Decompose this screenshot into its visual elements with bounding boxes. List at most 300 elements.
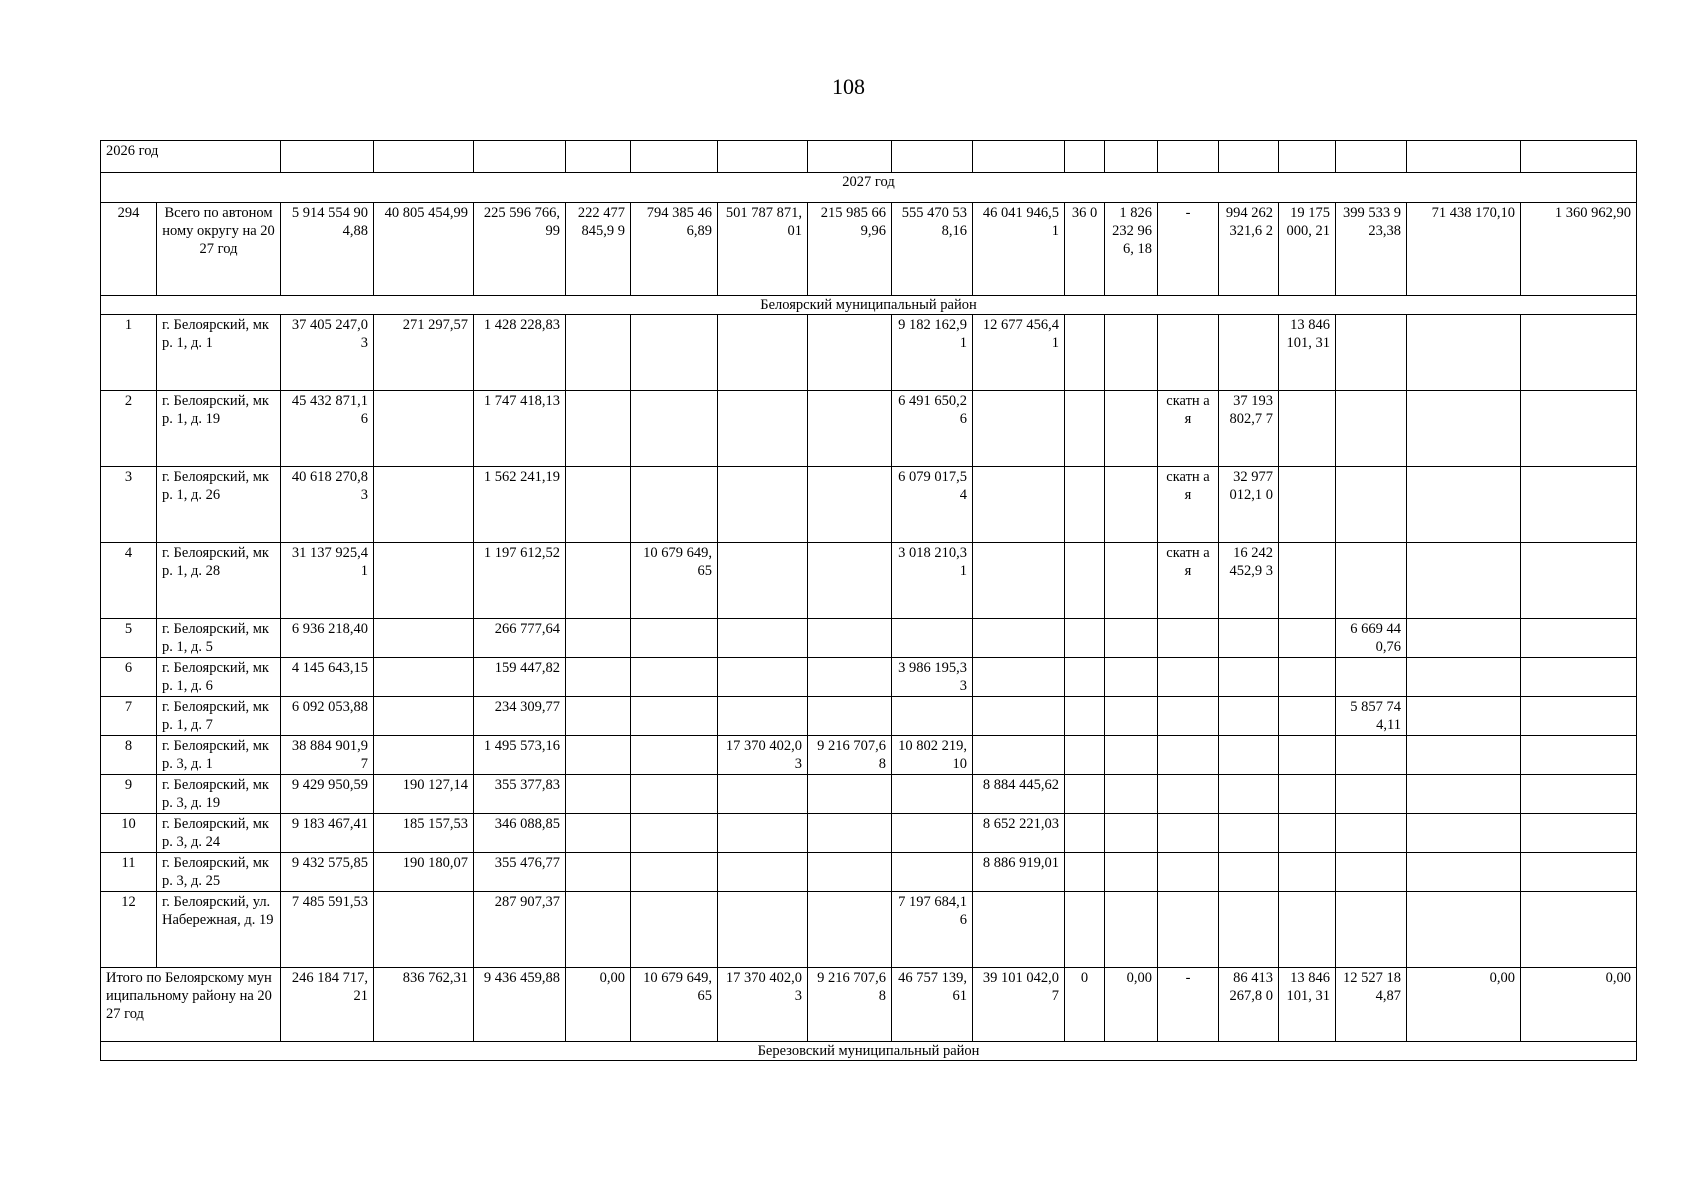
value-cell: 355 377,83 <box>474 775 566 814</box>
value-cell <box>566 775 631 814</box>
value-cell <box>1105 853 1158 892</box>
value-cell: 1 428 228,83 <box>474 315 566 391</box>
row-number: 7 <box>101 697 157 736</box>
value-cell <box>374 736 474 775</box>
row-address: г. Белоярский, мкр. 1, д. 19 <box>157 391 281 467</box>
value-cell <box>1279 697 1336 736</box>
value-cell <box>1279 658 1336 697</box>
empty-cell <box>718 141 808 173</box>
value-cell <box>973 892 1065 968</box>
value-cell: 13 846 101, 31 <box>1279 315 1336 391</box>
row-address: г. Белоярский, мкр. 3, д. 24 <box>157 814 281 853</box>
value-cell <box>1279 736 1336 775</box>
value-cell <box>1065 619 1105 658</box>
value-cell: 0,00 <box>1407 968 1521 1042</box>
value-cell: 37 405 247,03 <box>281 315 374 391</box>
value-cell: 355 476,77 <box>474 853 566 892</box>
value-cell <box>973 658 1065 697</box>
value-cell <box>1336 892 1407 968</box>
value-cell <box>892 853 973 892</box>
value-cell: 4 145 643,15 <box>281 658 374 697</box>
value-cell <box>1219 697 1279 736</box>
value-cell <box>631 315 718 391</box>
value-cell: 6 079 017,54 <box>892 467 973 543</box>
value-cell <box>1065 391 1105 467</box>
value-cell <box>1336 853 1407 892</box>
value-cell <box>1336 736 1407 775</box>
row-address: г. Белоярский, ул. Набережная, д. 19 <box>157 892 281 968</box>
value-cell: 836 762,31 <box>374 968 474 1042</box>
value-cell: 46 041 946,51 <box>973 203 1065 296</box>
value-cell <box>1105 467 1158 543</box>
value-cell: 0,00 <box>1105 968 1158 1042</box>
value-cell: 1 360 962,90 <box>1521 203 1637 296</box>
value-cell: 31 137 925,41 <box>281 543 374 619</box>
value-cell <box>1407 892 1521 968</box>
value-cell <box>1065 697 1105 736</box>
value-cell <box>1279 467 1336 543</box>
empty-cell <box>566 141 631 173</box>
value-cell: скатн ая <box>1158 543 1219 619</box>
value-cell <box>566 892 631 968</box>
value-cell <box>1279 619 1336 658</box>
value-cell <box>808 467 892 543</box>
value-cell: 10 679 649,65 <box>631 543 718 619</box>
value-cell <box>1407 697 1521 736</box>
total-row <box>101 203 1637 296</box>
value-cell: 1 747 418,13 <box>474 391 566 467</box>
value-cell <box>374 697 474 736</box>
value-cell: 9 183 467,41 <box>281 814 374 853</box>
row-address: г. Белоярский, мкр. 3, д. 25 <box>157 853 281 892</box>
value-cell <box>1279 814 1336 853</box>
table-row <box>101 853 1637 892</box>
value-cell <box>566 543 631 619</box>
value-cell: 190 180,07 <box>374 853 474 892</box>
value-cell <box>973 736 1065 775</box>
value-cell <box>892 814 973 853</box>
table-row <box>101 775 1637 814</box>
value-cell <box>973 543 1065 619</box>
table-row <box>101 736 1637 775</box>
value-cell <box>808 697 892 736</box>
value-cell: 6 491 650,26 <box>892 391 973 467</box>
value-cell <box>566 814 631 853</box>
value-cell <box>1279 391 1336 467</box>
value-cell <box>973 619 1065 658</box>
value-cell: 6 669 440,76 <box>1336 619 1407 658</box>
value-cell <box>1279 853 1336 892</box>
table-row <box>101 658 1637 697</box>
value-cell <box>718 543 808 619</box>
value-cell: 9 216 707,68 <box>808 968 892 1042</box>
value-cell <box>1065 892 1105 968</box>
value-cell <box>1336 391 1407 467</box>
section-title: Белоярский муниципальный район <box>101 296 1637 315</box>
year-header-row <box>101 173 1637 203</box>
table-row <box>101 315 1637 391</box>
value-cell <box>808 658 892 697</box>
table-row <box>101 892 1637 968</box>
value-cell: 10 679 649,65 <box>631 968 718 1042</box>
value-cell <box>1219 892 1279 968</box>
value-cell <box>1219 814 1279 853</box>
row-address: г. Белоярский, мкр. 1, д. 26 <box>157 467 281 543</box>
value-cell <box>374 391 474 467</box>
empty-cell <box>374 141 474 173</box>
page-number: 108 <box>832 74 865 99</box>
value-cell <box>808 619 892 658</box>
value-cell <box>718 467 808 543</box>
value-cell <box>808 391 892 467</box>
value-cell <box>1219 619 1279 658</box>
carry-over-row <box>101 141 1637 173</box>
row-number: 4 <box>101 543 157 619</box>
value-cell <box>1158 814 1219 853</box>
value-cell: 45 432 871,16 <box>281 391 374 467</box>
value-cell <box>1336 543 1407 619</box>
value-cell <box>808 315 892 391</box>
value-cell: 346 088,85 <box>474 814 566 853</box>
value-cell: 86 413 267,8 0 <box>1219 968 1279 1042</box>
value-cell: 1 826 232 966, 18 <box>1105 203 1158 296</box>
value-cell <box>1065 775 1105 814</box>
value-cell <box>808 814 892 853</box>
table-row <box>101 391 1637 467</box>
value-cell <box>1336 775 1407 814</box>
value-cell <box>1279 543 1336 619</box>
table-row <box>101 814 1637 853</box>
value-cell <box>1521 391 1637 467</box>
value-cell <box>1158 775 1219 814</box>
value-cell <box>1158 892 1219 968</box>
value-cell: 234 309,77 <box>474 697 566 736</box>
value-cell: 5 857 744,11 <box>1336 697 1407 736</box>
row-number: 3 <box>101 467 157 543</box>
value-cell <box>1336 814 1407 853</box>
row-number: 12 <box>101 892 157 968</box>
value-cell: 215 985 669,96 <box>808 203 892 296</box>
value-cell <box>1065 853 1105 892</box>
value-cell <box>631 853 718 892</box>
value-cell <box>1158 697 1219 736</box>
empty-cell <box>631 141 718 173</box>
value-cell <box>1219 736 1279 775</box>
value-cell <box>1105 697 1158 736</box>
row-address: г. Белоярский, мкр. 1, д. 6 <box>157 658 281 697</box>
value-cell <box>1219 658 1279 697</box>
value-cell <box>1219 853 1279 892</box>
value-cell: 0,00 <box>566 968 631 1042</box>
value-cell <box>1407 736 1521 775</box>
value-cell <box>1521 892 1637 968</box>
value-cell: 287 907,37 <box>474 892 566 968</box>
value-cell: скатн ая <box>1158 391 1219 467</box>
value-cell: 16 242 452,9 3 <box>1219 543 1279 619</box>
value-cell: 38 884 901,97 <box>281 736 374 775</box>
subtotal-label: Итого по Белоярскому муниципальному району на 2027 год <box>101 968 281 1042</box>
value-cell <box>892 619 973 658</box>
value-cell <box>631 658 718 697</box>
value-cell: 37 193 802,7 7 <box>1219 391 1279 467</box>
value-cell <box>718 892 808 968</box>
value-cell <box>1279 892 1336 968</box>
value-cell <box>1065 814 1105 853</box>
value-cell: 1 562 241,19 <box>474 467 566 543</box>
value-cell <box>718 697 808 736</box>
value-cell <box>718 391 808 467</box>
value-cell <box>374 543 474 619</box>
value-cell <box>631 697 718 736</box>
value-cell <box>1521 658 1637 697</box>
value-cell: 36 0 <box>1065 203 1105 296</box>
value-cell <box>1158 315 1219 391</box>
row-number: 2 <box>101 391 157 467</box>
value-cell <box>808 892 892 968</box>
value-cell: 46 757 139,61 <box>892 968 973 1042</box>
value-cell <box>1158 853 1219 892</box>
value-cell <box>1521 315 1637 391</box>
value-cell: 17 370 402,03 <box>718 736 808 775</box>
value-cell <box>566 658 631 697</box>
row-number: 1 <box>101 315 157 391</box>
value-cell: 225 596 766,99 <box>474 203 566 296</box>
row-number: 5 <box>101 619 157 658</box>
value-cell: 8 884 445,62 <box>973 775 1065 814</box>
value-cell <box>1279 775 1336 814</box>
value-cell <box>1105 658 1158 697</box>
row-address: г. Белоярский, мкр. 3, д. 19 <box>157 775 281 814</box>
value-cell <box>1521 697 1637 736</box>
section-row <box>101 296 1637 315</box>
value-cell <box>566 391 631 467</box>
value-cell <box>1158 658 1219 697</box>
empty-cell <box>1407 141 1521 173</box>
value-cell: 19 175 000, 21 <box>1279 203 1336 296</box>
value-cell <box>566 467 631 543</box>
value-cell <box>808 775 892 814</box>
value-cell: 9 182 162,91 <box>892 315 973 391</box>
value-cell <box>1336 467 1407 543</box>
value-cell <box>566 697 631 736</box>
value-cell: 1 197 612,52 <box>474 543 566 619</box>
value-cell <box>1158 619 1219 658</box>
row-name: Всего по автономному округу на 2027 год <box>157 203 281 296</box>
value-cell <box>1065 467 1105 543</box>
value-cell: 0 <box>1065 968 1105 1042</box>
value-cell <box>374 892 474 968</box>
value-cell <box>718 775 808 814</box>
row-number: 11 <box>101 853 157 892</box>
value-cell <box>1521 853 1637 892</box>
value-cell <box>892 697 973 736</box>
empty-cell <box>1158 141 1219 173</box>
value-cell <box>1105 892 1158 968</box>
value-cell <box>566 736 631 775</box>
value-cell: 0,00 <box>1521 968 1637 1042</box>
value-cell <box>808 543 892 619</box>
row-address: г. Белоярский, мкр. 3, д. 1 <box>157 736 281 775</box>
value-cell: 32 977 012,1 0 <box>1219 467 1279 543</box>
value-cell <box>1105 315 1158 391</box>
value-cell <box>1407 543 1521 619</box>
empty-cell <box>1105 141 1158 173</box>
value-cell <box>1407 391 1521 467</box>
table-row <box>101 697 1637 736</box>
value-cell: 9 432 575,85 <box>281 853 374 892</box>
value-cell <box>1407 658 1521 697</box>
value-cell <box>1065 736 1105 775</box>
value-cell: 271 297,57 <box>374 315 474 391</box>
value-cell <box>631 814 718 853</box>
value-cell: 246 184 717,21 <box>281 968 374 1042</box>
value-cell: 8 886 919,01 <box>973 853 1065 892</box>
value-cell: 794 385 466,89 <box>631 203 718 296</box>
value-cell: 40 805 454,99 <box>374 203 474 296</box>
value-cell <box>1336 658 1407 697</box>
value-cell <box>1105 619 1158 658</box>
value-cell: 7 197 684,16 <box>892 892 973 968</box>
value-cell <box>1521 543 1637 619</box>
row-number: 294 <box>101 203 157 296</box>
value-cell <box>973 391 1065 467</box>
value-cell <box>631 775 718 814</box>
value-cell <box>1336 315 1407 391</box>
value-cell: 10 802 219,10 <box>892 736 973 775</box>
value-cell <box>973 467 1065 543</box>
value-cell <box>1105 543 1158 619</box>
value-cell <box>1521 619 1637 658</box>
row-address: г. Белоярский, мкр. 1, д. 28 <box>157 543 281 619</box>
value-cell: 399 533 923,38 <box>1336 203 1407 296</box>
value-cell: 9 429 950,59 <box>281 775 374 814</box>
value-cell <box>1407 814 1521 853</box>
empty-cell <box>281 141 374 173</box>
value-cell <box>631 467 718 543</box>
value-cell <box>1407 315 1521 391</box>
year-header: 2027 год <box>101 173 1637 203</box>
value-cell: 266 777,64 <box>474 619 566 658</box>
empty-cell <box>1521 141 1637 173</box>
value-cell <box>374 467 474 543</box>
empty-cell <box>474 141 566 173</box>
value-cell: 13 846 101, 31 <box>1279 968 1336 1042</box>
value-cell: 501 787 871,01 <box>718 203 808 296</box>
value-cell: 6 092 053,88 <box>281 697 374 736</box>
value-cell <box>1158 736 1219 775</box>
value-cell <box>1407 619 1521 658</box>
subtotal-row <box>101 968 1637 1042</box>
table-row <box>101 467 1637 543</box>
value-cell: 71 438 170,10 <box>1407 203 1521 296</box>
value-cell: 185 157,53 <box>374 814 474 853</box>
value-cell: - <box>1158 968 1219 1042</box>
value-cell: 17 370 402,03 <box>718 968 808 1042</box>
value-cell <box>892 775 973 814</box>
value-cell: 1 495 573,16 <box>474 736 566 775</box>
table-row <box>101 543 1637 619</box>
empty-cell <box>892 141 973 173</box>
value-cell: 3 986 195,33 <box>892 658 973 697</box>
value-cell <box>374 658 474 697</box>
value-cell: 7 485 591,53 <box>281 892 374 968</box>
value-cell <box>631 892 718 968</box>
row-number: 8 <box>101 736 157 775</box>
row-address: г. Белоярский, мкр. 1, д. 5 <box>157 619 281 658</box>
empty-cell <box>1065 141 1105 173</box>
empty-cell <box>1336 141 1407 173</box>
capital-repair-table <box>100 140 1637 1061</box>
value-cell: 39 101 042,07 <box>973 968 1065 1042</box>
value-cell <box>1521 814 1637 853</box>
value-cell <box>1407 775 1521 814</box>
section-row <box>101 1042 1637 1061</box>
value-cell <box>1065 315 1105 391</box>
value-cell <box>1219 775 1279 814</box>
row-address: г. Белоярский, мкр. 1, д. 1 <box>157 315 281 391</box>
value-cell: скатн ая <box>1158 467 1219 543</box>
value-cell: 9 216 707,68 <box>808 736 892 775</box>
section-title: Березовский муниципальный район <box>101 1042 1637 1061</box>
value-cell <box>808 853 892 892</box>
value-cell: 190 127,14 <box>374 775 474 814</box>
value-cell <box>1105 814 1158 853</box>
value-cell <box>631 619 718 658</box>
value-cell <box>1407 853 1521 892</box>
empty-cell <box>1219 141 1279 173</box>
value-cell: 159 447,82 <box>474 658 566 697</box>
value-cell: 222 477 845,9 9 <box>566 203 631 296</box>
value-cell: 994 262 321,6 2 <box>1219 203 1279 296</box>
value-cell <box>1521 467 1637 543</box>
value-cell <box>1521 775 1637 814</box>
value-cell: 9 436 459,88 <box>474 968 566 1042</box>
value-cell: 555 470 538,16 <box>892 203 973 296</box>
value-cell <box>631 391 718 467</box>
value-cell <box>718 315 808 391</box>
value-cell: 5 914 554 904,88 <box>281 203 374 296</box>
row-address: г. Белоярский, мкр. 1, д. 7 <box>157 697 281 736</box>
value-cell <box>1105 736 1158 775</box>
value-cell <box>1105 775 1158 814</box>
row-number: 6 <box>101 658 157 697</box>
value-cell <box>718 658 808 697</box>
value-cell <box>374 619 474 658</box>
value-cell <box>566 853 631 892</box>
value-cell <box>566 315 631 391</box>
empty-cell <box>808 141 892 173</box>
value-cell <box>1219 315 1279 391</box>
row-number: 10 <box>101 814 157 853</box>
value-cell <box>631 736 718 775</box>
row-number: 9 <box>101 775 157 814</box>
value-cell <box>718 814 808 853</box>
value-cell <box>1065 658 1105 697</box>
value-cell: 6 936 218,40 <box>281 619 374 658</box>
carry-over-label: 2026 год <box>101 141 281 173</box>
empty-cell <box>973 141 1065 173</box>
value-cell <box>1407 467 1521 543</box>
table-row <box>101 619 1637 658</box>
value-cell <box>973 697 1065 736</box>
value-cell: 40 618 270,83 <box>281 467 374 543</box>
value-cell <box>718 853 808 892</box>
empty-cell <box>1279 141 1336 173</box>
value-cell <box>1105 391 1158 467</box>
value-cell: 12 677 456,41 <box>973 315 1065 391</box>
value-cell: - <box>1158 203 1219 296</box>
value-cell <box>718 619 808 658</box>
